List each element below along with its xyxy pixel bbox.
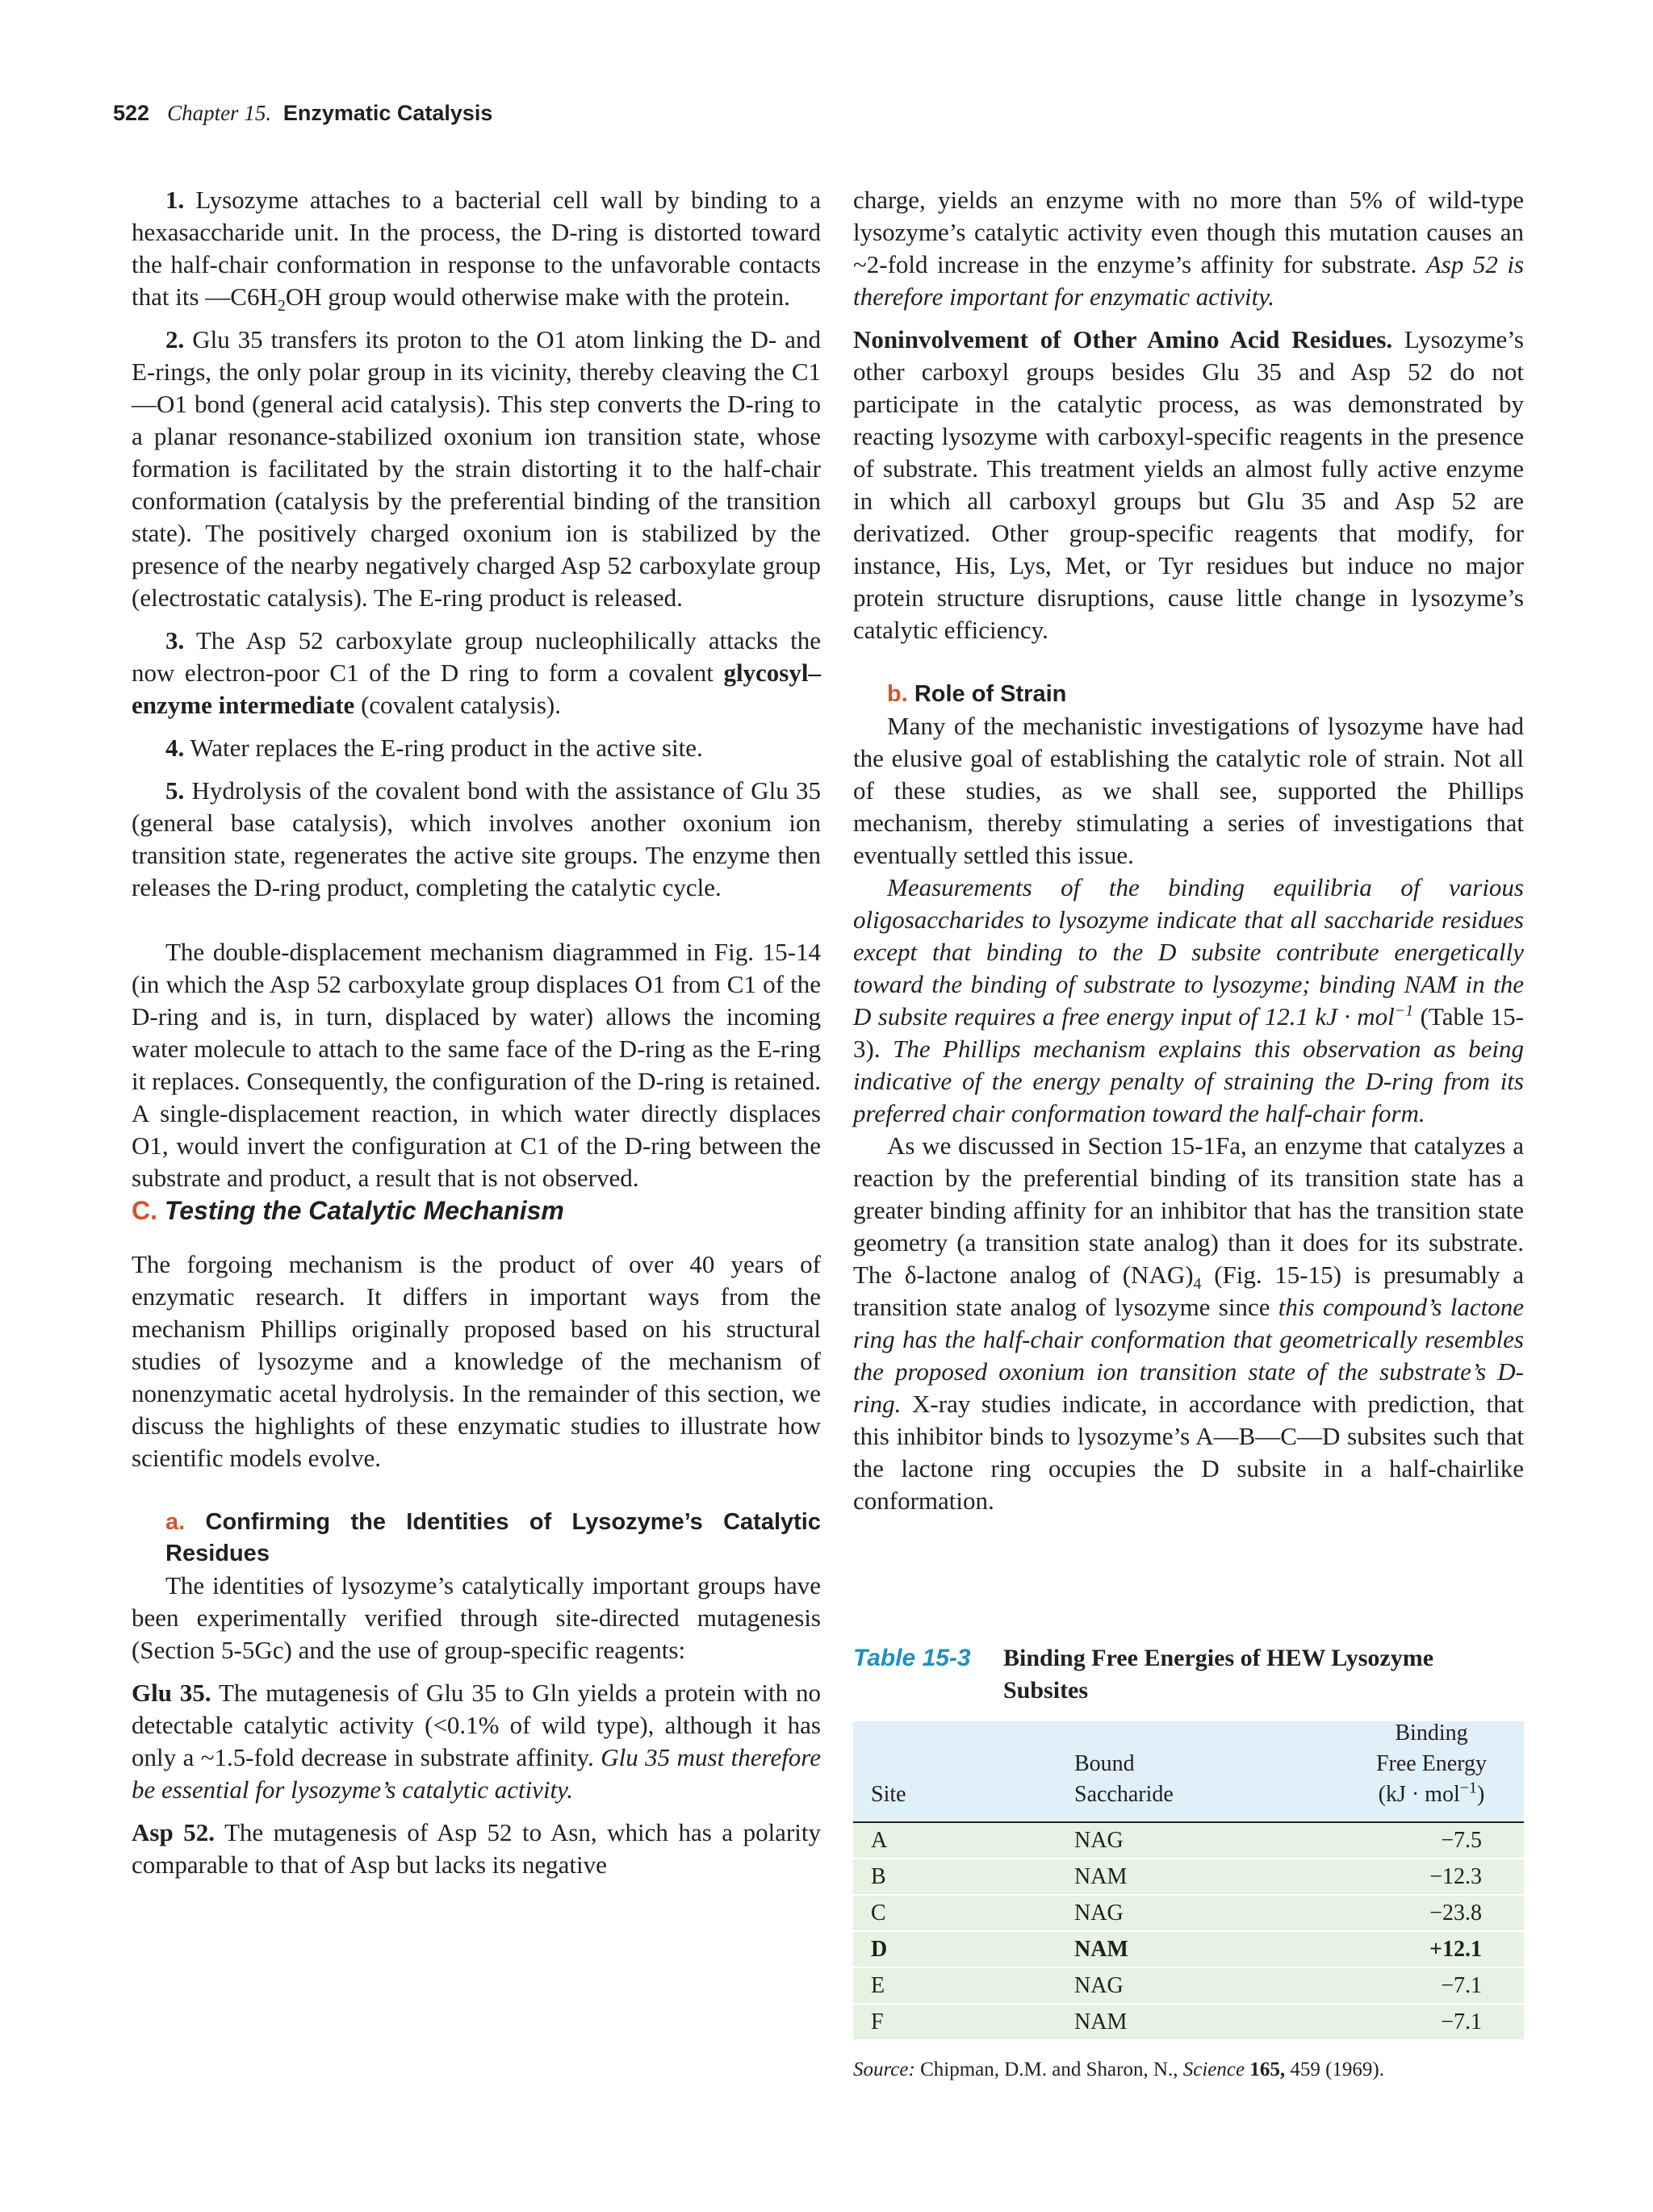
header-site: Site xyxy=(871,1782,906,1807)
table-row: B NAM −12.3 xyxy=(853,1859,1524,1896)
header-energy: Binding Free Energy (kJ · mol$^{-1}$) xyxy=(1375,1721,1488,1807)
paragraph-forgoing: The forgoing mechanism is the product of over 40 years of enzymatic research. It differs in important ways from the mechanism Phillips originally proposed based on his structural studies of lysozyme and a knowledge of the mechanism of nonenzymatic acetal hydrolysis. In the remainder of this section, we discuss the highlights of these enzymatic studies to illustrate how scientific models evolve. xyxy=(132,1250,821,1472)
table-row: C NAG −23.8 xyxy=(853,1896,1524,1932)
page-number: 522 xyxy=(113,101,150,125)
table-row: F NAM −7.1 xyxy=(853,2005,1524,2041)
step-2: 2. Glu 35 transfers its proton to the O1 atom linking the D- and E-rings, the only polar group in its vicinity, thereby cleaving the C1—O1 bond (general acid catalysis). This step converts the D-ring to a planar resonance-stabilized oxonium ion transition state, whose formation is facilitated by the strain distorting it to the half-chair conformation (catalysis by the preferential binding of the transition state). The positively charged oxonium ion is stabilized by the presence of the nearby negatively charged Asp 52 carboxylate group (electrostatic catalysis). The E-ring product is released. xyxy=(132,325,822,612)
paragraph-identities: The identities of lysozyme’s catalytically important groups have been experimentally verified through site-directed mutagenesis (Section 5-5Gc) and the use of group-specific reagents: xyxy=(132,1571,821,1664)
chapter-title: Enzymatic Catalysis xyxy=(282,101,493,125)
paragraph-transition-state: As we discussed in Section 15-1Fa, an enzyme that catalyzes a reaction by the preferential binding of its transition state has a greater binding affinity for an inhibitor that has the transition state geometry (a transition state analog) than it does for its substrate. The δ-lactone analog of $(NAG)_4$ (Fig. 15-15) is presumably a transition state analog of lysozyme since this compound’s lactone ring has the half-chair conformation that geometrically resembles the proposed oxonium ion transition state of the substrate’s D-ring. X-ray studies indicate, in accordance with prediction, that this inhibitor binds to lysozyme’s A—B—C—D subsites such that the lactone ring occupies the D subsite in a half-chairlike conformation. xyxy=(853,1131,1525,1515)
step-3: 3. The Asp 52 carboxylate group nucleophilically attacks the now electron-poor C1 of the D ring to form a covalent glycosyl–enzyme intermediate (covalent catalysis). xyxy=(132,626,821,719)
table-title: Binding Free Energies of HEW Lysozyme Subsites xyxy=(1003,1645,1434,1704)
subsection-b-heading: b. Role of Strain xyxy=(887,681,1067,707)
paragraph-glu35: Glu 35. The mutagenesis of Glu 35 to Gln yields a protein with no detectable catalytic activity (<0.1% of wild type), although it has only a ~1.5-fold decrease in substrate affinity. Glu 35 must therefore be essential for lysozyme’s catalytic activity. xyxy=(132,1679,821,1804)
paragraph-asp52-cont: charge, yields an enzyme with no more than 5% of wild-type lysozyme’s catalytic activity even though this mutation causes an ~2-fold increase in the enzyme’s affinity for substrate. Asp 52 is therefore important for enzymatic activity. xyxy=(853,186,1525,311)
chapter-label: Chapter 15. xyxy=(167,101,272,125)
step-1: 1. Lysozyme attaches to a bacterial cell wall by binding to a hexasaccharide unit. In the process, the D-ring is distorted toward the half-chair conformation in response to the unfavorable contacts that its $—C6H_2OH$ group would otherwise make with the protein. xyxy=(132,186,821,316)
table-row: D NAM +12.1 xyxy=(853,1932,1524,1968)
table-15-3 xyxy=(853,1642,1524,2081)
running-header xyxy=(113,101,492,126)
paragraph-strain: Many of the mechanistic investigations of lysozyme have had the elusive goal of establishing the catalytic role of strain. Not all of these studies, as we shall see, supported the Phillips mechanism, thereby stimulating a series of investigations that eventually settled this issue. xyxy=(853,712,1524,869)
table-row: E NAG −7.1 xyxy=(853,1968,1524,2005)
header-saccharide: Bound Saccharide xyxy=(1074,1751,1174,1807)
paragraph-noninvolvement: Noninvolvement of Other Amino Acid Residues. Lysozyme’s other carboxyl groups besides Glu 35 and Asp 52 do not participate in the catalytic process, as was demonstrated by reacting lysozyme with carboxyl-specific reagents in the presence of substrate. This treatment yields an almost fully active enzyme in which all carboxyl groups but Glu 35 and Asp 52 are derivatized. Other group-specific reagents that modify, for instance, His, Lys, Met, or Tyr residues but induce no major protein structure disruptions, cause little change in lysozyme’s catalytic efficiency. xyxy=(853,325,1524,644)
table-header-row xyxy=(853,1721,1524,1823)
section-c-heading: C. Testing the Catalytic Mechanism xyxy=(132,1196,564,1225)
table-source: Source: Chipman, D.M. and Sharon, N., Science 165, 459 (1969). xyxy=(853,2059,1384,2080)
paragraph-double-displacement: The double-displacement mechanism diagrammed in Fig. 15-14 (in which the Asp 52 carboxylate group displaces O1 from C1 of the D-ring and is, in turn, displaced by water) allows the incoming water molecule to attach to the same face of the D-ring as the E-ring it replaces. Consequently, the configuration of the D-ring is retained. A single-displacement reaction, in which water directly displaces O1, would invert the configuration at C1 of the D-ring between the substrate and product, a result that is not observed. xyxy=(132,938,821,1192)
table-row: A NAG −7.5 xyxy=(853,1823,1524,1859)
table-body xyxy=(853,1721,1524,2041)
left-column xyxy=(132,184,821,1881)
table-caption xyxy=(853,1642,1524,1707)
subsection-a-heading: a. Confirming the Identities of Lysozyme’s Catalytic Residues xyxy=(165,1509,821,1566)
step-4: 4. Water replaces the E-ring product in the active site. xyxy=(165,734,703,762)
right-column xyxy=(853,184,1524,1517)
step-5: 5. Hydrolysis of the covalent bond with the assistance of Glu 35 (general base catalysis), which involves another oxonium ion transition state, regenerates the active site groups. The enzyme then releases the D-ring product, completing the catalytic cycle. xyxy=(132,776,821,901)
paragraph-asp52: Asp 52. The mutagenesis of Asp 52 to Asn, which has a polarity comparable to that of Asp but lacks its negative xyxy=(132,1818,821,1879)
paragraph-measurements: Measurements of the binding equilibria of various oligosaccharides to lysozyme indicate that all saccharide residues except that binding to the D subsite contribute energetically toward the binding of substrate to lysozyme; binding NAM in the D subsite requires a free energy input of 12.1 kJ · mol$^{-1}$ (Table 15-3). The Phillips mechanism explains this observation as being indicative of the energy penalty of straining the D-ring from its preferred chair conformation toward the half-chair form. xyxy=(853,873,1525,1127)
table-label: Table 15-3 xyxy=(853,1645,971,1671)
